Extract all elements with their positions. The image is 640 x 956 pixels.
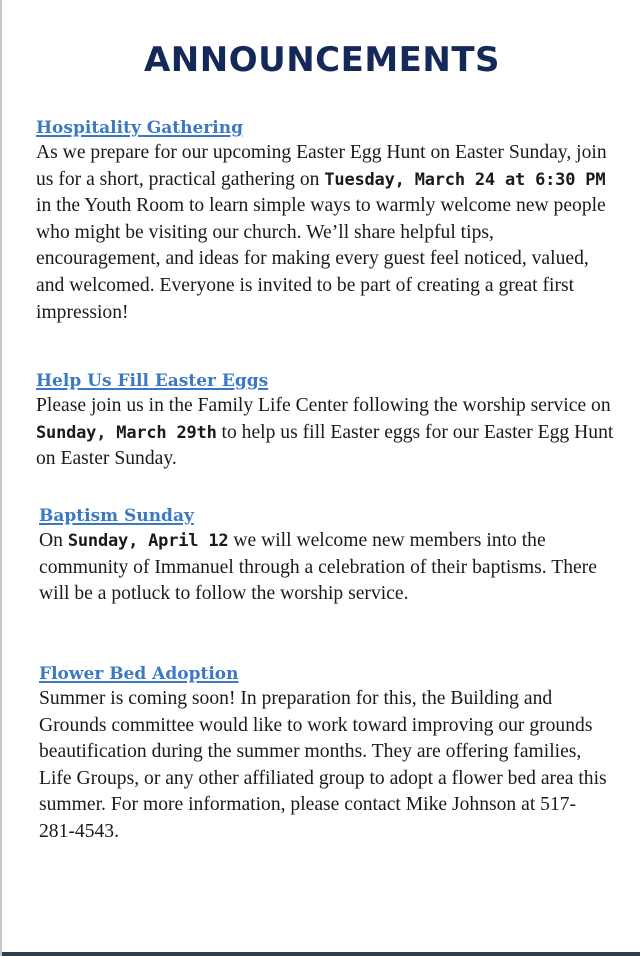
section-body <box>39 686 609 846</box>
body-text-part: to help us fill Easter eggs for our Easter Egg Hunt on Easter Sunday. <box>36 421 614 470</box>
announcement-baptism-sunday <box>39 504 609 608</box>
section-heading: Flower Bed Adoption <box>39 664 239 684</box>
body-text-part: we will welcome new members into the community of Immanuel through a celebration of their baptisms. There will be a potluck to follow the worship service. <box>39 530 597 605</box>
body-text-part: Please join us in the Family Life Center following the worship service on <box>36 395 611 416</box>
body-text-part: On <box>39 530 68 551</box>
event-date: Sunday, March 29th <box>36 422 217 443</box>
page-title: ANNOUNCEMENTS <box>143 40 501 80</box>
section-heading: Baptism Sunday <box>39 506 194 526</box>
body-text-part: Summer is coming soon! In preparation for this, the Building and Grounds committee would like to work toward improving our grounds beautification during the summer months. They are offering families, Life Groups, or any other affiliated group to adopt a flower bed area this summer. For more information, please contact Mike Johnson at 517-281-4543. <box>39 688 607 842</box>
bottom-border <box>2 952 640 956</box>
announcement-flower-bed-adoption <box>39 662 609 846</box>
section-body <box>39 528 609 608</box>
announcement-hospitality-gathering <box>36 116 616 326</box>
event-datetime: Tuesday, March 24 at 6:30 PM <box>324 169 606 190</box>
announcement-fill-easter-eggs <box>36 369 616 473</box>
section-body <box>36 140 616 326</box>
section-body <box>36 393 616 473</box>
event-date: Sunday, April 12 <box>67 531 229 551</box>
section-heading: Hospitality Gathering <box>36 118 243 138</box>
body-text-part: As we prepare for our upcoming Easter Egg Hunt on Easter Sunday, join us for a short, practical gathering on <box>36 142 607 190</box>
section-heading: Help Us Fill Easter Eggs <box>36 371 269 391</box>
body-text-part: in the Youth Room to learn simple ways to warmly welcome new people who might be visiting our church. We’ll share helpful tips, encouragement, and ideas for making every guest feel noticed, valued, and welcomed. Everyone is invited to be part of creating a great first impression! <box>36 195 606 323</box>
